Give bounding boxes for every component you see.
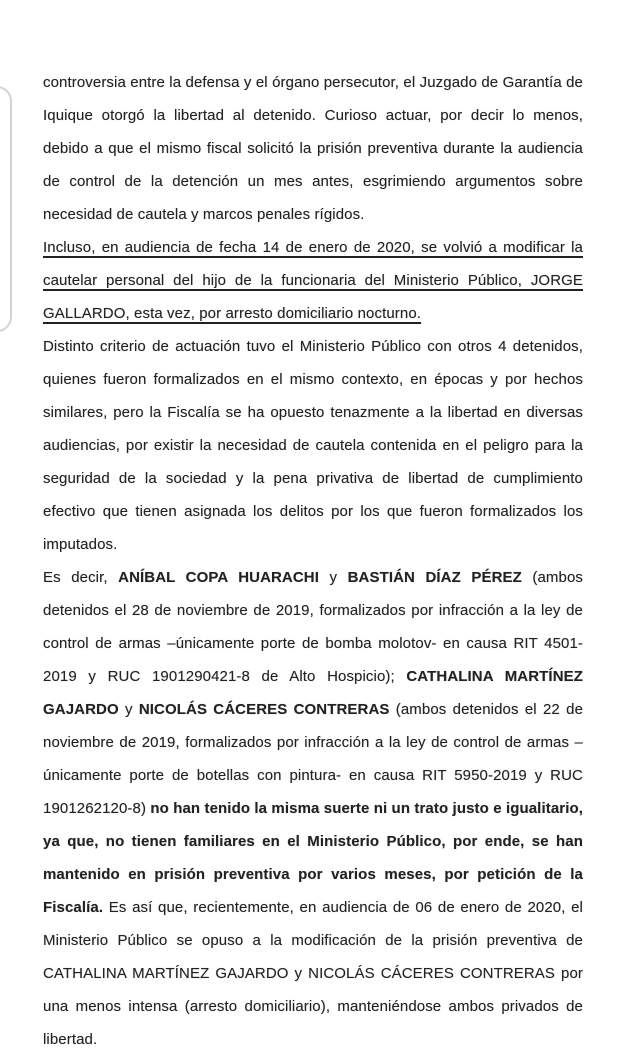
paragraph-different-criteria xyxy=(43,330,583,561)
paragraph-detainees-comparison xyxy=(43,561,583,1054)
text-segment-regular: controversia entre la defensa y el órgano persecutor, el Juzgado de Garantía de Iquique otorgó la libertad al detenido. Curioso actuar, por decir lo menos, debido a que el mismo fiscal solicitó la prisión preventiva durante la audiencia de control de la detención un mes antes, esgrimiendo argumentos sobre necesidad de cautela y marcos penales rígidos. xyxy=(43,74,583,223)
text-segment-bold: no han tenido la misma suerte ni un trato justo e igualitario, ya que, no tienen familiares en el Ministerio Público, por ende, se han mantenido en prisión preventiva por varios meses, por petición de la Fiscalía. xyxy=(43,800,583,916)
text-segment-regular: y xyxy=(319,569,348,586)
text-segment-regular: y xyxy=(118,701,139,718)
text-segment-regular: (ambos detenidos el 22 de noviembre de 2019, formalizados por infracción a la ley de control de armas –únicamente porte de botellas con pintura- en causa RIT 5950-2019 y RUC 1901262120-8) xyxy=(43,701,584,817)
text-segment-regular: (ambos detenidos el 28 de noviembre de 2019, formalizados por infracción a la ley de control de armas –únicamente porte de bomba molotov- en causa RIT 4501-2019 y RUC 1901290421-8 de Alto Hospicio); xyxy=(43,569,583,685)
document-body-text xyxy=(43,66,583,1054)
text-segment-bold: ANÍBAL COPA HUARACHI xyxy=(118,569,320,586)
text-segment-bold: BASTIÁN DÍAZ PÉREZ xyxy=(347,569,522,586)
text-segment-bold: CATHALINA MARTÍNEZ GAJARDO xyxy=(43,668,583,718)
text-segment-underline: Incluso, en audiencia de fecha 14 de enero de 2020, se volvió a modificar la cautelar personal del hijo de la funcionaria del Ministerio Público, JORGE GALLARDO, esta vez, por arresto domiciliario nocturno. xyxy=(43,239,583,322)
paragraph-cautelar-modification xyxy=(43,231,583,330)
rounded-border-decoration xyxy=(0,86,12,332)
text-segment-regular: Es así que, recientemente, en audiencia de 06 de enero de 2020, el Ministerio Público se opuso a la modificación de la prisión preventiva de CATHALINA MARTÍNEZ GAJARDO y NICOLÁS CÁCERES CONTRERAS por una menos intensa (arresto domiciliario), manteniéndose ambos privados de libertad. xyxy=(43,899,583,1048)
paragraph-court-release xyxy=(43,66,583,231)
text-segment-regular: Es decir, xyxy=(43,569,119,586)
text-segment-regular: Distinto criterio de actuación tuvo el Ministerio Público con otros 4 detenidos, quienes fueron formalizados en el mismo contexto, en épocas y por hechos similares, pero la Fiscalía se ha opuesto tenazmente a la libertad en diversas audiencias, por existir la necesidad de cautela contenida en el peligro para la seguridad de la sociedad y la pena privativa de libertad de cumplimiento efectivo que tienen asignada los delitos por los que fueron formalizados los imputados. xyxy=(43,338,583,553)
text-segment-bold: NICOLÁS CÁCERES CONTRERAS xyxy=(138,701,390,718)
